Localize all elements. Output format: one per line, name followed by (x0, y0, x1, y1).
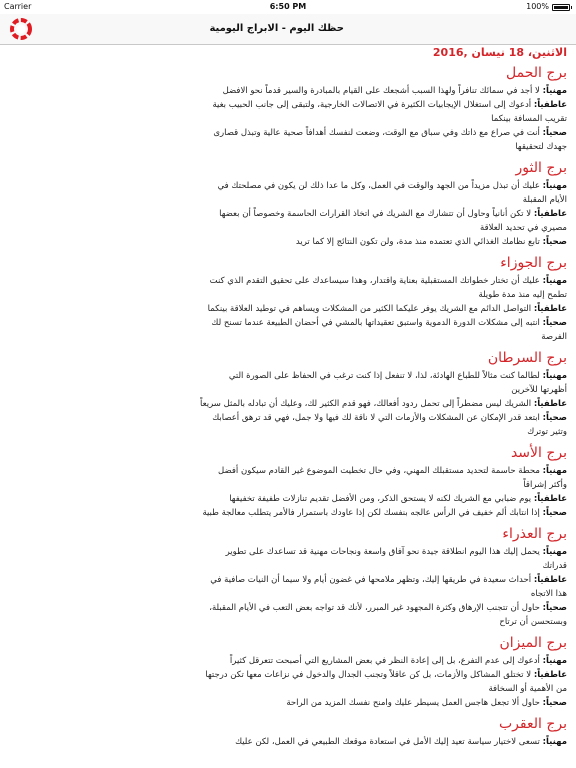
professional-entry-label: مهنياً: (542, 371, 567, 381)
sign-title: برج الميزان (499, 635, 567, 651)
battery-indicator (526, 0, 572, 14)
professional-entry (200, 545, 567, 573)
sign-section (200, 445, 567, 520)
sign-title: برج الأسد (510, 445, 567, 461)
professional-entry-text: أدعوك إلى عدم التفرع، بل إلى إعادة النظر في بعض المشاريع التي أصبحت تتعرقل كثيراً (229, 656, 540, 666)
health-entry-text: حاول ألا تجعل هاجس العمل يسيطر عليك وامنح نفسك المزيد من الراحة (286, 698, 540, 708)
professional-entry-label: مهنياً: (542, 737, 567, 747)
clock: 6:50 PM (269, 2, 307, 11)
health-entry-text: إذا انتابك ألم خفيف في الرأس عالجه بنفسك لكن إذا عاودك باستمرار فالأمر يتطلب معالجة طبية (202, 508, 540, 518)
emotional-entry-label: عاطفياً: (533, 209, 567, 219)
professional-entry-label: مهنياً: (542, 466, 567, 476)
professional-entry-label: مهنياً: (542, 547, 567, 557)
emotional-entry-text: يوم ضبابي مع الشريك لكنه لا يستحق الذكر، ومن الأفضل تقديم تنازلات طفيفة تخفيفها (229, 494, 532, 504)
emotional-entry (200, 492, 567, 506)
health-entry (200, 126, 567, 154)
professional-entry-label: مهنياً: (542, 276, 567, 286)
health-entry (200, 506, 567, 520)
emotional-entry (200, 668, 567, 696)
emotional-entry-label: عاطفياً: (533, 494, 567, 504)
emotional-entry-text: الشريك ليس مضطراً إلى تحمل ردود أفعالك، فهو قدم الكثير لك، وعليك أن تبادله بالمثل سريعاً (200, 399, 532, 409)
emotional-entry (200, 207, 567, 235)
signs-list (200, 65, 567, 749)
sign-title: برج الحمل (506, 65, 567, 81)
emotional-entry-label: عاطفياً: (533, 100, 567, 110)
sign-section (200, 350, 567, 439)
emotional-entry-text: لا تختلق المشاكل والأزمات، بل كن عاقلاً وتجنب الجدال والدخول في نزاعات معها تكن درجتها من الأهمية أو السخافة (205, 670, 567, 694)
health-entry-text: حاول أن تتجنب الإرهاق وكثرة المجهود غير المبرر، لأنك قد تواجه بعض التعب في الأيام المقبلة، وبستحسن أن ترتاح (209, 603, 567, 627)
sign-title: برج الثور (515, 160, 567, 176)
emotional-entry-text: أحداث سعيدة في طريقها إليك، وتظهر ملامحها في غضون أيام ولا سيما أن النيات صافية في هذا الاتجاه (210, 575, 567, 599)
professional-entry-label: مهنياً: (542, 181, 567, 191)
battery-icon (552, 4, 570, 11)
emotional-entry-label: عاطفياً: (533, 399, 567, 409)
health-entry-label: صحياً: (542, 698, 567, 708)
health-entry-text: تابع نظامك الغذائي الذي تعتمده منذ مدة، ولن تكون النتائج إلا كما تريد (295, 237, 540, 247)
health-entry-label: صحياً: (542, 603, 567, 613)
health-entry-label: صحياً: (542, 128, 567, 138)
health-entry-text: انتبه إلى مشكلات الدورة الدموية واستبق تعقيداتها بالمشي في أحضان الطبيعة عندما تسنح لك الفرصة (211, 318, 567, 342)
sign-section (200, 716, 567, 749)
health-entry-label: صحياً: (542, 318, 567, 328)
professional-entry-text: عليك أن تبذل مزيداً من الجهد والوقت في العمل، وكل ما عدا ذلك لن يكون في مصلحتك في الأيام المقبلة (217, 181, 567, 205)
professional-entry-text: محطة حاسمة لتحديد مستقبلك المهني، وفي حال تخطيت الموضوع غير القادم سيكون أفضل وأكثر إشراقاً (218, 466, 567, 490)
professional-entry-text: لطالما كنت مثالاً للطباع الهادئة، لذا، لا تنفعل إذا كنت ترغب في الحفاظ على الصورة التي أظهرتها للآخرين (228, 371, 567, 395)
professional-entry (200, 84, 567, 98)
sign-section (200, 65, 567, 154)
emotional-entry-text: لا تكن أنانياً وحاول أن تتشارك مع الشريك في اتخاذ القرارات الحاسمة وخصوصاً أن بعضها مصيري في تحديد العلاقة (219, 209, 567, 233)
professional-entry (200, 464, 567, 492)
sign-section (200, 160, 567, 249)
emotional-entry-text: التواصل الدائم مع الشريك يوفر عليكما الكثير من المشكلات ويساهم في توطيد العلاقة بينكما (207, 304, 532, 314)
horoscope-content[interactable] (200, 44, 567, 768)
health-entry (200, 696, 567, 710)
health-entry (200, 411, 567, 439)
date-heading: الاثنين، 18 نيسان ,2016 (432, 46, 567, 59)
carrier-label: Carrier (4, 2, 32, 11)
sign-title: برج العذراء (502, 526, 567, 542)
health-entry-text: ابتعد قدر الإمكان عن المشكلات والأزمات التي لا ناقة لك فيها ولا جمل، فهي قد ترهق أعصابك وتثير توترك (212, 413, 567, 437)
professional-entry (200, 735, 567, 749)
emotional-entry (200, 98, 567, 126)
emotional-entry-label: عاطفياً: (533, 575, 567, 585)
sign-section (200, 255, 567, 344)
professional-entry-text: عليك أن تختار خطواتك المستقبلية بعناية واقتدار، وهذا سيساعدك على تحقيق التقدم الذي كنت تطمح إليه منذ مدة طويلة (209, 276, 567, 300)
battery-percent: 100% (526, 2, 549, 11)
sign-title: برج الجوزاء (500, 255, 567, 271)
professional-entry-text: يحمل إليك هذا اليوم انطلاقة جيدة نحو آفاق واسعة ونجاحات مهنية قد تساعدك على تطوير قدراتك (225, 547, 567, 571)
professional-entry (200, 274, 567, 302)
sign-section (200, 526, 567, 629)
professional-entry-label: مهنياً: (542, 656, 567, 666)
battery-cap (571, 6, 572, 9)
emotional-entry-text: أدعوك إلى استغلال الإيجابيات الكثيرة في الاتصالات الخارجية، ولتبقى إلى جانب الحبيب بغية تقريب المسافة بينكما (212, 100, 567, 124)
status-bar (0, 0, 576, 14)
professional-entry-label: مهنياً: (542, 86, 567, 96)
health-entry (200, 601, 567, 629)
emotional-entry-label: عاطفياً: (533, 670, 567, 680)
emotional-entry (200, 573, 567, 601)
health-entry-text: أنت في صراع مع ذاتك وفي سباق مع الوقت، وضعت لنفسك أهدافاً صحية عالية وتبذل قصارى جهدك لتحقيقها (213, 128, 567, 152)
emotional-entry (200, 397, 567, 411)
sign-title: برج السرطان (487, 350, 567, 366)
emotional-entry-label: عاطفياً: (533, 304, 567, 314)
professional-entry (200, 369, 567, 397)
sign-title: برج العقرب (498, 716, 567, 732)
professional-entry-text: تسعى لاختيار سياسة تعيد إليك الأمل في استعادة موقعك الطبيعي في العمل، لكن عليك (235, 737, 540, 747)
health-entry-label: صحياً: (542, 413, 567, 423)
health-entry-label: صحياً: (542, 508, 567, 518)
health-entry-label: صحياً: (542, 237, 567, 247)
health-entry (200, 316, 567, 344)
professional-entry (200, 654, 567, 668)
professional-entry-text: لا أجد في سمائك تنافراً ولهذا السبب أشجعك على القيام بالمبادرة والسير قدماً نحو الافضل (222, 86, 540, 96)
navigation-bar (0, 14, 576, 45)
health-entry (200, 235, 567, 249)
sign-section (200, 635, 567, 710)
professional-entry (200, 179, 567, 207)
emotional-entry (200, 302, 567, 316)
page-title: حظك اليوم - الابراج اليومية (209, 23, 344, 34)
app-logo-icon[interactable] (8, 16, 34, 42)
